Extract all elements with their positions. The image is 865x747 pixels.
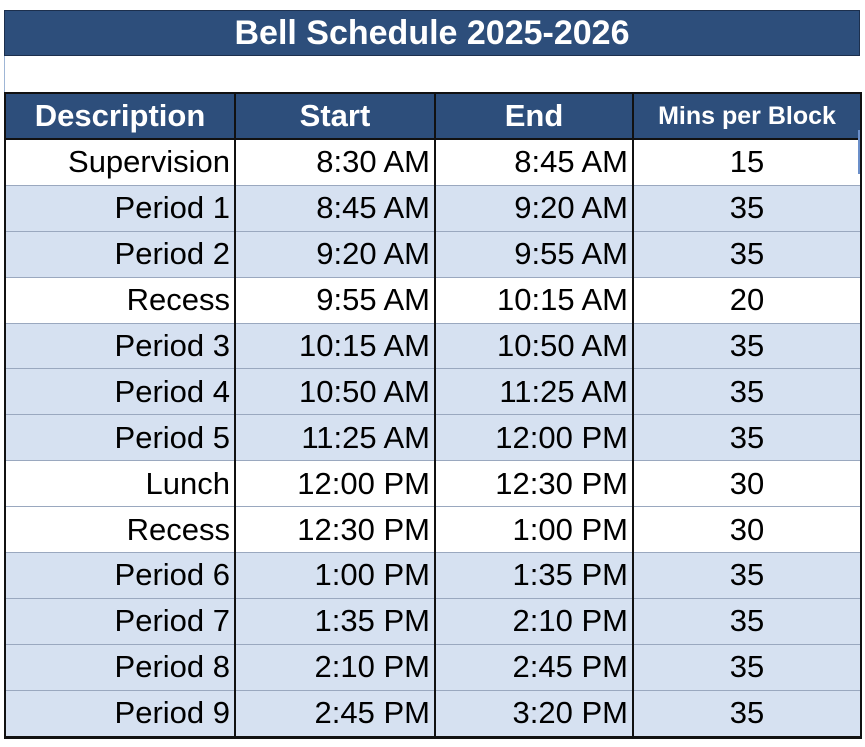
cell-start[interactable]: 8:30 AM (235, 139, 435, 185)
schedule-title[interactable]: Bell Schedule 2025-2026 (4, 10, 860, 56)
cell-start[interactable]: 9:55 AM (235, 277, 435, 323)
cell-mins[interactable]: 35 (633, 415, 861, 461)
cell-description[interactable]: Recess (5, 277, 235, 323)
cell-mins[interactable]: 35 (633, 598, 861, 644)
cell-end[interactable]: 10:15 AM (435, 277, 633, 323)
cell-end[interactable]: 3:20 PM (435, 690, 633, 737)
cell-description[interactable]: Period 8 (5, 644, 235, 690)
table-row (5, 690, 861, 737)
table-row (5, 369, 861, 415)
table-row (5, 323, 861, 369)
cell-mins[interactable]: 20 (633, 277, 861, 323)
cell-start[interactable]: 2:45 PM (235, 690, 435, 737)
cell-start[interactable]: 12:00 PM (235, 461, 435, 507)
cell-mins[interactable]: 35 (633, 690, 861, 737)
cell-start[interactable]: 1:00 PM (235, 553, 435, 599)
header-description[interactable]: Description (5, 93, 235, 139)
selection-edge (858, 130, 860, 174)
header-start[interactable]: Start (235, 93, 435, 139)
cell-description[interactable]: Period 7 (5, 598, 235, 644)
cell-end[interactable]: 11:25 AM (435, 369, 633, 415)
cell-description[interactable]: Supervision (5, 139, 235, 185)
cell-description[interactable]: Lunch (5, 461, 235, 507)
table-row (5, 185, 861, 231)
cell-mins[interactable]: 15 (633, 139, 861, 185)
cell-mins[interactable]: 35 (633, 323, 861, 369)
cell-mins[interactable]: 35 (633, 369, 861, 415)
cell-mins[interactable]: 35 (633, 553, 861, 599)
cell-start[interactable]: 2:10 PM (235, 644, 435, 690)
cell-description[interactable]: Period 6 (5, 553, 235, 599)
cell-mins[interactable]: 35 (633, 185, 861, 231)
cell-description[interactable]: Period 1 (5, 185, 235, 231)
cell-end[interactable]: 10:50 AM (435, 323, 633, 369)
header-mins-per-block[interactable]: Mins per Block (633, 93, 861, 139)
cell-end[interactable]: 1:35 PM (435, 553, 633, 599)
header-row (5, 93, 861, 139)
table-row (5, 507, 861, 553)
table-row (5, 553, 861, 599)
cell-start[interactable]: 9:20 AM (235, 231, 435, 277)
table-row (5, 139, 861, 185)
cell-end[interactable]: 8:45 AM (435, 139, 633, 185)
cell-description[interactable]: Period 2 (5, 231, 235, 277)
cell-end[interactable]: 9:55 AM (435, 231, 633, 277)
empty-row[interactable] (4, 56, 860, 92)
cell-end[interactable]: 12:00 PM (435, 415, 633, 461)
cell-start[interactable]: 11:25 AM (235, 415, 435, 461)
table-row (5, 598, 861, 644)
cell-description[interactable]: Recess (5, 507, 235, 553)
cell-mins[interactable]: 35 (633, 644, 861, 690)
table-row (5, 461, 861, 507)
table-row (5, 644, 861, 690)
cell-start[interactable]: 1:35 PM (235, 598, 435, 644)
cell-start[interactable]: 8:45 AM (235, 185, 435, 231)
table-row (5, 231, 861, 277)
bell-schedule-table (4, 92, 862, 739)
cell-description[interactable]: Period 9 (5, 690, 235, 737)
cell-end[interactable]: 2:45 PM (435, 644, 633, 690)
cell-start[interactable]: 12:30 PM (235, 507, 435, 553)
cell-description[interactable]: Period 3 (5, 323, 235, 369)
cell-end[interactable]: 12:30 PM (435, 461, 633, 507)
cell-mins[interactable]: 35 (633, 231, 861, 277)
cell-start[interactable]: 10:15 AM (235, 323, 435, 369)
cell-mins[interactable]: 30 (633, 461, 861, 507)
header-end[interactable]: End (435, 93, 633, 139)
cell-end[interactable]: 9:20 AM (435, 185, 633, 231)
cell-end[interactable]: 2:10 PM (435, 598, 633, 644)
cell-start[interactable]: 10:50 AM (235, 369, 435, 415)
cell-description[interactable]: Period 4 (5, 369, 235, 415)
table-row (5, 277, 861, 323)
cell-end[interactable]: 1:00 PM (435, 507, 633, 553)
cell-description[interactable]: Period 5 (5, 415, 235, 461)
table-row (5, 415, 861, 461)
cell-mins[interactable]: 30 (633, 507, 861, 553)
